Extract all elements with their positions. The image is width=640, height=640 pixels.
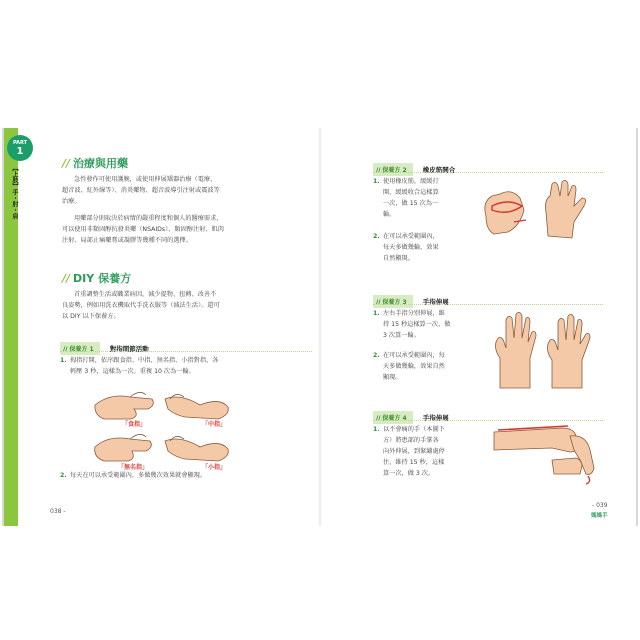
hand-index-illustration — [95, 392, 153, 419]
book-gutter — [318, 128, 322, 526]
hand-band-closed — [546, 180, 586, 238]
label-index-finger: 「食指」 — [122, 421, 147, 428]
step-number: 2. — [373, 233, 380, 240]
text-line: 拇指打開，依序跟食指、中指、無名指、小指對指，各 — [70, 357, 219, 364]
chapter-vertical-title: 【上肢】手・肘・肩 — [11, 165, 18, 219]
method-1-tag: // 保養方 1 — [60, 342, 100, 355]
text-line: 每天多做幾輪，效果 — [383, 244, 439, 251]
text-line: 超音波、紅外線等）、消炎藥物、超音波導引注射或震波等 — [62, 187, 220, 194]
text-line: 自然顯現。 — [383, 255, 414, 262]
text-line: 一次，做 15 次為一 — [383, 200, 439, 207]
text-line: 方）將患部的手掌各 — [383, 437, 439, 444]
hand-ring-illustration — [95, 434, 152, 461]
section-heading-treatment: // 治療與用藥 — [62, 157, 129, 170]
method-4-header — [373, 407, 449, 422]
method-3-step-2 — [373, 350, 488, 383]
method-4-title: 手指伸展 — [422, 414, 449, 422]
method-1-header — [60, 338, 149, 353]
treatment-paragraph-1 — [62, 174, 312, 207]
section-heading-diy: // DIY 保養方 — [62, 272, 132, 285]
step-number: 2. — [60, 472, 67, 479]
page-chapter-name: 媽媽手 — [591, 513, 608, 519]
method-2-step-2 — [373, 231, 483, 264]
finger-stretch-illustration — [490, 308, 602, 390]
text-line: 輕壓 3 秒，這樣為一次。重複 10 次為一輪。 — [70, 368, 195, 375]
dotted-divider — [373, 304, 603, 305]
diy-paragraph — [62, 289, 312, 322]
text-line: 在可以承受範圍內， — [383, 233, 439, 240]
method-3-step-1 — [373, 308, 488, 341]
text-line: 以 DIY 以下保養方。 — [62, 313, 120, 320]
method-1-title: 對指間節活動 — [109, 345, 149, 353]
method-2-step-1 — [373, 176, 483, 220]
stretch-arrow — [586, 476, 590, 484]
hand-middle-illustration — [165, 394, 228, 419]
hand-left-stretch — [496, 312, 537, 388]
method-4-step-1 — [373, 424, 493, 479]
text-line: 以不會痛的手（本圖下 — [383, 426, 445, 433]
method-3-header — [373, 291, 449, 306]
hand-pinky-illustration — [165, 436, 228, 461]
text-line: 在可以承受範圍內，每 — [383, 352, 445, 359]
method-2-title: 橡皮筋開合 — [422, 166, 456, 174]
method-2-header — [373, 159, 456, 174]
method-1-step-1 — [60, 355, 310, 377]
method-2-tag: // 保養方 2 — [373, 163, 413, 176]
method-1-step-2 — [60, 470, 310, 481]
method-3-tag: // 保養方 3 — [373, 295, 413, 308]
text-line: 算一次，做 3 次。 — [383, 470, 435, 477]
step-number: 2. — [373, 352, 380, 359]
text-line: 良姿勢，例如用洗衣機取代手洗衣服等（減法生活）。還可 — [62, 302, 220, 309]
forearm — [494, 428, 578, 452]
label-middle-finger: 「中指」 — [202, 421, 227, 428]
text-line: 顯現。 — [383, 374, 402, 381]
part-badge — [7, 135, 33, 161]
page-number-left: 038 - — [50, 508, 66, 515]
wrist-stretch-illustration — [492, 420, 602, 486]
text-line: 注射、局部止痛藥膏或凝膠等幾種不同的選擇。 — [62, 237, 192, 244]
rubber-band-illustration — [478, 176, 598, 246]
method-3-title: 手指伸展 — [422, 298, 449, 306]
step-number: 1. — [373, 426, 380, 433]
helper-hand — [552, 458, 582, 474]
text-line: 左右手指分別伸展，維 — [383, 310, 445, 317]
text-line: 持 15 秒這樣算一次，做 — [383, 321, 451, 328]
label-ring-finger: 「無名指」 — [118, 464, 149, 471]
text-line: 可以使用非類固醇抗發炎藥（NSAIDs）、類固醇注射、肌肉 — [62, 226, 224, 233]
step-number: 1. — [373, 178, 380, 185]
text-line: 用藥部分則取決於病情的嚴重程度和個人的醫療需求， — [74, 215, 223, 222]
finger-touch-illustrations — [90, 385, 290, 470]
text-line: 使用橡皮筋，緩緩打 — [383, 178, 439, 185]
text-line: 首重調整生活或職業病因，減少提物、扭轉、改善不 — [74, 291, 217, 298]
label-little-finger: 「小指」 — [202, 464, 227, 471]
text-line: 住，維持 15 秒，這樣 — [383, 459, 445, 466]
page-number-right: - 039 — [592, 502, 608, 509]
treatment-paragraph-2 — [62, 213, 312, 246]
hand-right-stretch — [548, 314, 591, 388]
part-number: 1 — [16, 146, 24, 157]
text-line: 天多做幾輪，效果自然 — [383, 363, 445, 370]
text-line: 3 次算一輪。 — [383, 332, 420, 339]
text-line: 急性發作可使用護腕，或使用伸展矯器治療（電療、 — [74, 176, 217, 183]
dotted-divider — [373, 172, 603, 173]
dotted-divider — [60, 351, 312, 352]
text-line: 輪。 — [383, 211, 396, 218]
text-line: 向外伸展，到緊繃處停 — [383, 448, 445, 455]
text-line: 開，緩緩收合這樣算 — [383, 189, 439, 196]
text-line: 治療。 — [62, 198, 81, 205]
step-number: 1. — [60, 357, 67, 364]
text-line: 每天在可以承受範圍內，多做幾次效果就會顯現。 — [70, 472, 207, 479]
step-number: 1. — [373, 310, 380, 317]
part-label: PART — [12, 140, 28, 146]
method-4-tag: // 保養方 4 — [373, 411, 413, 424]
